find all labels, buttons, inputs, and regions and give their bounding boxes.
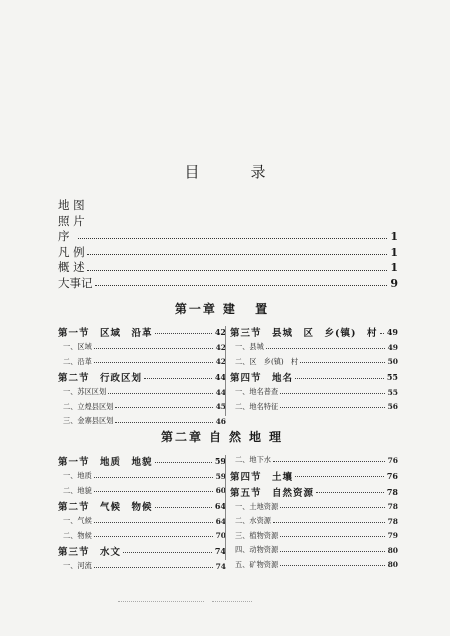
toc-entry-page: 76 [386, 470, 398, 481]
toc-subsection[interactable] [230, 543, 398, 558]
dot-leader [94, 567, 213, 568]
toc-entry-title: 一、县城 [235, 342, 264, 352]
dot-leader [87, 254, 388, 255]
toc-entry-title: 二、沿革 [63, 356, 92, 366]
dot-leader [87, 270, 388, 271]
toc-section[interactable] [230, 369, 398, 385]
dot-leader [144, 378, 212, 379]
toc-item-label: 照 片 [58, 213, 85, 228]
toc-entry-title: 二、区 乡(镇) 村 [235, 356, 299, 366]
toc-item-page: 1 [390, 245, 398, 259]
toc-entry-page: 78 [387, 502, 398, 512]
chapter-2-left-column [58, 453, 226, 574]
toc-entry-title: 第五节 自然资源 [230, 487, 315, 499]
toc-section[interactable] [230, 468, 398, 484]
toc-subsection[interactable] [58, 385, 226, 400]
toc-entry-page: 56 [387, 402, 398, 412]
dot-leader [94, 362, 213, 363]
dot-leader [280, 551, 384, 552]
dot-leader [380, 333, 384, 334]
toc-entry-page: 42 [215, 342, 226, 352]
toc-entry-page: 80 [387, 545, 398, 555]
toc-entry-page: 78 [386, 486, 398, 497]
dot-leader [115, 422, 212, 423]
dot-leader [316, 492, 384, 493]
toc-item-label: 地 图 [58, 198, 85, 212]
toc-subsection[interactable] [58, 400, 226, 415]
toc-entry-title: 第二节 气候 物候 [58, 502, 153, 513]
toc-front-item[interactable] [58, 260, 398, 276]
toc-section[interactable] [58, 453, 226, 469]
toc-entry-page: 55 [386, 372, 398, 382]
toc-front-item[interactable] [58, 245, 398, 261]
toc-entry-page: 70 [215, 531, 226, 541]
dot-leader [95, 285, 388, 286]
toc-entry-title: 二、地下水 [235, 455, 271, 465]
chapter-2-number: 第二章 [160, 430, 203, 444]
column-divider [225, 326, 226, 416]
toc-entry-page: 59 [215, 471, 226, 481]
toc-entry-page: 49 [387, 342, 398, 352]
toc-entry-title: 一、苏区区划 [63, 387, 107, 397]
toc-subsection[interactable] [58, 340, 226, 355]
dot-leader [115, 407, 212, 408]
toc-section[interactable] [58, 324, 226, 340]
toc-item-label: 大事记 [58, 275, 93, 290]
toc-entry-title: 第三节 县城 区 乡(镇) 村 [230, 328, 378, 339]
toc-entry-page: 74 [215, 561, 226, 571]
toc-item-page: 1 [390, 261, 398, 275]
dot-leader [273, 522, 385, 523]
toc-section[interactable] [230, 324, 398, 340]
toc-entry-page: 50 [387, 357, 398, 367]
toc-entry-title: 四、动物资源 [235, 545, 279, 555]
dot-leader [94, 522, 213, 523]
toc-entry-title: 一、气候 [63, 516, 92, 526]
dot-leader [295, 378, 384, 379]
column-divider [225, 455, 226, 560]
toc-subsection[interactable] [230, 558, 398, 573]
dot-leader [273, 461, 385, 462]
toc-entry-page: 59 [214, 456, 226, 466]
toc-item-label: 序 [58, 229, 76, 244]
dot-leader [280, 407, 384, 408]
chapter-1-left-column [58, 324, 226, 429]
chapter-1-heading [0, 300, 450, 317]
toc-entry-title: 一、土地资源 [235, 501, 279, 511]
toc-entry-title: 第四节 地名 [230, 373, 294, 384]
dot-leader [94, 536, 213, 537]
dot-leader [78, 238, 388, 239]
toc-subsection[interactable] [230, 385, 398, 400]
toc-entry-title: 第二节 行政区划 [58, 373, 143, 384]
toc-entry-page: 79 [387, 531, 398, 541]
dot-leader [108, 393, 212, 394]
dot-leader [280, 507, 384, 508]
dot-leader [123, 552, 212, 553]
dot-leader [155, 333, 212, 334]
toc-subsection[interactable] [58, 529, 226, 544]
toc-subsection[interactable] [230, 340, 398, 355]
toc-section[interactable] [230, 484, 398, 500]
chapter-2-right-column [230, 453, 398, 572]
dot-leader [94, 477, 213, 478]
toc-entry-title: 二、立煌县区划 [63, 401, 114, 411]
toc-entry-page: 60 [215, 486, 226, 496]
toc-subsection[interactable] [230, 453, 398, 468]
toc-entry-title: 二、水资源 [235, 516, 271, 526]
toc-entry-page: 78 [387, 516, 398, 526]
toc-item-label: 概 述 [58, 260, 85, 275]
toc-subsection[interactable] [58, 559, 226, 574]
toc-subsection[interactable] [230, 529, 398, 544]
chapter-2-heading [0, 428, 450, 445]
toc-entry-page: 76 [387, 455, 398, 465]
toc-item-label: 凡 例 [58, 244, 85, 259]
toc-entry-title: 第一节 地质 地貌 [58, 457, 153, 468]
toc-subsection[interactable] [230, 355, 398, 370]
toc-subsection[interactable] [58, 484, 226, 499]
toc-subsection[interactable] [230, 514, 398, 529]
front-matter-list [58, 198, 398, 292]
toc-entry-title: 一、地质 [63, 471, 92, 481]
toc-item-page: 1 [390, 230, 398, 244]
toc-entry-title: 一、河流 [63, 561, 92, 571]
toc-entry-title: 一、地名普查 [235, 387, 279, 397]
chapter-2-name: 自然地理 [209, 430, 290, 444]
toc-entry-page: 44 [215, 387, 226, 397]
toc-entry-page: 49 [386, 327, 398, 337]
toc-entry-page: 80 [387, 560, 398, 570]
dot-leader [300, 362, 384, 363]
toc-entry-page: 42 [214, 327, 226, 337]
chapter-1-right-column [230, 324, 398, 414]
toc-entry-title: 三、植物资源 [235, 530, 279, 540]
toc-front-item[interactable] [58, 198, 398, 214]
toc-subsection[interactable] [58, 469, 226, 484]
dot-leader [155, 462, 212, 463]
toc-entry-page: 55 [387, 387, 398, 397]
toc-entry-page: 45 [215, 402, 226, 412]
toc-entry-page: 74 [214, 546, 226, 556]
toc-entry-title: 二、地名特征 [235, 401, 279, 411]
dot-leader [295, 476, 384, 477]
dot-leader [280, 393, 384, 394]
toc-front-item[interactable] [58, 229, 398, 245]
toc-section[interactable] [58, 498, 226, 514]
toc-section[interactable] [58, 369, 226, 385]
chapter-1-number: 第一章 [174, 302, 217, 316]
dot-leader [155, 507, 212, 508]
toc-subsection[interactable] [58, 514, 226, 529]
toc-entry-title: 五、矿物资源 [235, 559, 279, 569]
toc-entry-page: 42 [215, 357, 226, 367]
toc-subsection[interactable] [230, 500, 398, 515]
toc-entry-title: 三、金寨县区划 [63, 416, 114, 426]
toc-entry-title: 一、区域 [63, 342, 92, 352]
page-title: 目 录 [184, 163, 284, 181]
toc-subsection[interactable] [230, 400, 398, 415]
dot-leader [94, 348, 213, 349]
toc-entry-title: 第一节 区域 沿革 [58, 328, 153, 339]
footer-rule [212, 601, 252, 602]
toc-front-item[interactable] [58, 276, 398, 292]
toc-subsection[interactable] [58, 414, 226, 429]
toc-entry-title: 二、物候 [63, 530, 92, 540]
dot-leader [94, 491, 213, 492]
toc-front-item[interactable] [58, 214, 398, 230]
toc-item-page: 9 [390, 276, 398, 290]
toc-entry-page: 46 [215, 416, 226, 426]
toc-section[interactable] [58, 543, 226, 559]
toc-entry-title: 第四节 土壤 [230, 471, 294, 483]
toc-entry-title: 二、地貌 [63, 485, 92, 495]
dot-leader [280, 536, 384, 537]
toc-entry-page: 64 [215, 516, 226, 526]
dot-leader [266, 348, 385, 349]
toc-entry-page: 64 [214, 501, 226, 511]
toc-entry-page: 44 [214, 372, 226, 382]
toc-entry-title: 第三节 水文 [58, 547, 122, 558]
toc-subsection[interactable] [58, 355, 226, 370]
dot-leader [280, 565, 384, 566]
chapter-1-name: 建 置 [222, 302, 276, 316]
footer-rule [118, 601, 204, 602]
